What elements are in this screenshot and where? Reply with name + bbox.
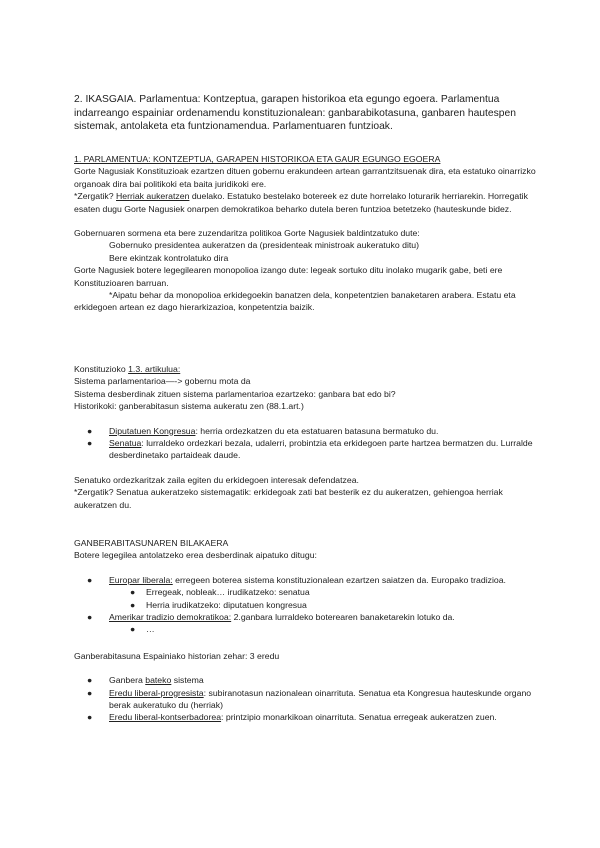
list-item — [74, 437, 544, 462]
article-reference: 1.3. artikulua: — [128, 364, 181, 374]
text: : printzipio monarkikoan oinarrituta. Senatua erregeak aukeratzen zuen. — [221, 712, 497, 723]
paragraph: Ganberabitasuna Espainiako historian zehar: 3 eredu — [74, 650, 280, 661]
sub-list-item — [74, 599, 544, 611]
paragraph: Historikoki: ganberabitasun sistema aukeratu zen (88.1.art.) — [74, 401, 304, 412]
text: sistema — [171, 675, 204, 686]
text: *Zergatik? — [74, 191, 117, 202]
bullet-icon: ● — [87, 712, 93, 723]
bullet-list — [74, 425, 544, 462]
underlined-text: Europar liberala: — [109, 574, 173, 585]
paragraph: Botere legegilea antolatzeko erea desberdinak aipatuko ditugu: — [74, 550, 317, 561]
text: Herria irudikatzeko: diputatuen kongresua — [146, 599, 307, 610]
section-parlamentua — [74, 153, 544, 314]
section-konstituzioa — [74, 363, 544, 511]
paragraph: Sistema desberdinak zituen sistema parlamentarioa ezartzeko: ganbara bat edo bi? — [74, 388, 396, 399]
section-heading: GANBERABITASUNAREN BILAKAERA — [74, 538, 229, 548]
section-ganberabitasuna — [74, 537, 544, 724]
underlined-text: Senatua — [109, 438, 142, 449]
list-item — [74, 687, 544, 712]
paragraph: Senatuko ordezkaritzak zaila egiten du erkidegoen interesak defendatzea. — [74, 474, 359, 485]
text: … — [146, 624, 155, 635]
paragraph: Gorte Nagusiek botere legegilearen monopolioa izango dute: legeak sortuko ditu inolako mugarik gabe, beti ere Konstituzioaren barruan. — [74, 265, 503, 288]
list-item — [74, 674, 544, 686]
sub-list-item — [74, 623, 544, 635]
text: Erregeak, nobleak… irudikatzeko: senatua — [146, 587, 310, 598]
underlined-text: bateko — [145, 675, 172, 686]
bullet-icon: ● — [87, 675, 93, 686]
text: Ganbera — [109, 675, 146, 686]
bullet-icon: ● — [87, 574, 93, 585]
underlined-text: Diputatuen Kongresua — [109, 425, 196, 436]
paragraph: *Zergatik? Senatua aukeratzeko sistemagatik: erkidegoak zati bat besterik ez du aukeratzen, gehiengoa herriak aukeratzen du. — [74, 487, 503, 510]
text: : herria ordezkatzen du eta estatuaren batasuna bermatuko du. — [195, 425, 439, 436]
bullet-icon: ● — [87, 687, 93, 698]
indented-line: Gobernuko presidentea aukeratzen da (presidenteak ministroak aukeratuko ditu) — [109, 240, 420, 251]
bullet-list — [74, 574, 544, 636]
sub-list-item — [74, 586, 544, 598]
lesson-title: 2. IKASGAIA. Parlamentua: Kontzeptua, garapen historikoa eta egungo egoera. Parlamentua indarreango espainiar ordenamendu konstituzionalean: ganbarabikotasuna, ganbaren hautespen sistemak, antolaketa eta funtzionamendua. Parlamentuaren funtzioak. — [74, 94, 516, 133]
paragraph: Sistema parlamentarioa—-> gobernu mota da — [74, 376, 251, 387]
underlined-text: Herriak aukeratzen — [116, 191, 190, 202]
paragraph — [74, 190, 544, 215]
bullet-icon: ● — [130, 587, 136, 598]
text: *Aipatu behar da monopolioa erkidegoekin banatzen dela, konpetentzien banaketaren arabera. Estatu eta erkidegoen artean ez dago hierarkizazioa, konpetentzia baizik. — [74, 290, 516, 313]
paragraph: Gorte Nagusiak Konstituzioak ezartzen dituen gobernu erakundeen artean garrantzitsuenak dira, eta estatuko oinarrizko organoak dira bai politikoki eta baita juridikoki ere. — [74, 166, 536, 189]
list-item — [74, 611, 544, 623]
underlined-text: Eredu liberal-progresista — [109, 687, 204, 698]
text: Konstituzioko — [74, 364, 129, 374]
paragraph: Gobernuaren sormena eta bere zuzendaritza politikoa Gorte Nagusiek baldintzatuko dute: — [74, 228, 420, 239]
text: : subiranotasun nazionalean oinarrituta. Senatua eta Kongresua hauteskunde organo berak aukeratuko du (herriak) — [109, 687, 532, 711]
bullet-list — [74, 674, 544, 724]
underlined-text: Eredu liberal-kontserbadorea — [109, 712, 222, 723]
list-item — [74, 574, 544, 586]
text: erregeen boterea sistema konstituzionalean ezartzen saiatzen da. Europako tradizioa. — [172, 574, 506, 585]
bullet-icon: ● — [130, 624, 136, 635]
text: duelako. Estatuko bestelako botereek ez dute horrelako loturarik herriarekin. Horregatik esaten dugu Gorte Nagusiek onarpen demokratikoa beharko dutela beren funtzioa betetzeko (hauteskunde bidez. — [74, 191, 528, 214]
indented-line: Bere ekintzak kontrolatuko dira — [109, 252, 229, 263]
paragraph — [74, 289, 544, 314]
bullet-icon: ● — [87, 425, 93, 436]
bullet-icon: ● — [87, 612, 93, 623]
section-heading: 1. PARLAMENTUA: KONTZEPTUA, GARAPEN HISTORIKOA ETA GAUR EGUNGO EGOERA — [74, 154, 441, 164]
bullet-icon: ● — [87, 438, 93, 449]
list-item — [74, 711, 544, 723]
list-item — [74, 425, 544, 437]
text: 2.ganbara lurraldeko boterearen banaketarekin lotuko da. — [231, 612, 455, 623]
text: : lurraldeko ordezkari bezala, udalerri, probintzia eta erkidegoen parte hartzea bermatzen du. Lurralde desberdinetako partaideak daude. — [109, 438, 533, 461]
underlined-text: Amerikar tradizio demokratikoa: — [109, 612, 232, 623]
bullet-icon: ● — [130, 599, 136, 610]
paragraph — [74, 363, 544, 375]
